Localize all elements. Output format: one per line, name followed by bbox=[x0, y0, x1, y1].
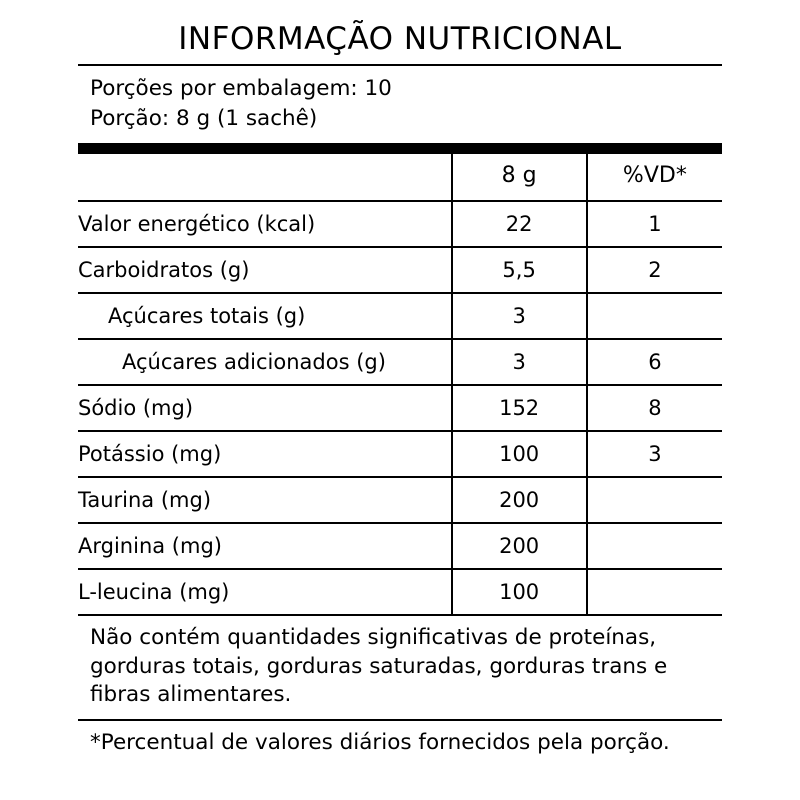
row-vd: 6 bbox=[587, 339, 722, 385]
row-amount: 22 bbox=[452, 201, 587, 247]
table-row bbox=[78, 201, 722, 247]
row-name: Arginina (mg) bbox=[78, 523, 452, 569]
row-vd: 1 bbox=[587, 201, 722, 247]
header-cell-vd: %VD* bbox=[587, 154, 722, 201]
row-name: Potássio (mg) bbox=[78, 431, 452, 477]
table-row bbox=[78, 477, 722, 523]
table-row bbox=[78, 523, 722, 569]
table-row bbox=[78, 569, 722, 614]
vd-footnote: *Percentual de valores diários fornecidos pela porção. bbox=[90, 729, 670, 755]
row-name: Taurina (mg) bbox=[78, 477, 452, 523]
header-cell-name bbox=[78, 154, 452, 201]
portion-serving: Porção: 8 g (1 sachê) bbox=[90, 105, 318, 131]
row-name: Açúcares adicionados (g) bbox=[78, 339, 452, 385]
page-title: INFORMAÇÃO NUTRICIONAL bbox=[178, 21, 622, 57]
row-name: L-leucina (mg) bbox=[78, 580, 230, 605]
row-vd bbox=[587, 293, 722, 339]
row-name: Sódio (mg) bbox=[78, 385, 452, 431]
row-amount: 3 bbox=[452, 339, 587, 385]
row-vd bbox=[587, 523, 722, 569]
nutrition-table bbox=[78, 154, 722, 614]
header-cell-amount: 8 g bbox=[452, 154, 587, 201]
row-vd bbox=[587, 569, 722, 614]
row-amount: 152 bbox=[452, 385, 587, 431]
nutrition-table-body bbox=[78, 154, 722, 614]
row-amount: 100 bbox=[452, 569, 587, 614]
row-name: Valor energético (kcal) bbox=[78, 201, 452, 247]
row-amount: 200 bbox=[452, 477, 587, 523]
row-vd bbox=[587, 477, 722, 523]
row-amount: 200 bbox=[452, 523, 587, 569]
row-vd: 8 bbox=[587, 385, 722, 431]
table-header-row bbox=[78, 154, 722, 201]
row-name: Carboidratos (g) bbox=[78, 247, 452, 293]
row-name: Açúcares totais (g) bbox=[78, 293, 452, 339]
row-amount: 3 bbox=[452, 293, 587, 339]
table-row bbox=[78, 385, 722, 431]
row-vd: 3 bbox=[587, 431, 722, 477]
table-row bbox=[78, 293, 722, 339]
insignificant-note: Não contém quantidades significativas de proteínas, gorduras totais, gorduras saturadas, gorduras trans e fibras alimentares. bbox=[90, 625, 668, 708]
portions-per-package: Porções por embalagem: 10 bbox=[90, 76, 392, 102]
table-row bbox=[78, 339, 722, 385]
portions-block bbox=[78, 66, 722, 143]
divider-thick bbox=[78, 143, 722, 154]
row-amount: 5,5 bbox=[452, 247, 587, 293]
row-vd: 2 bbox=[587, 247, 722, 293]
table-row bbox=[78, 431, 722, 477]
row-amount: 100 bbox=[452, 431, 587, 477]
table-row bbox=[78, 247, 722, 293]
